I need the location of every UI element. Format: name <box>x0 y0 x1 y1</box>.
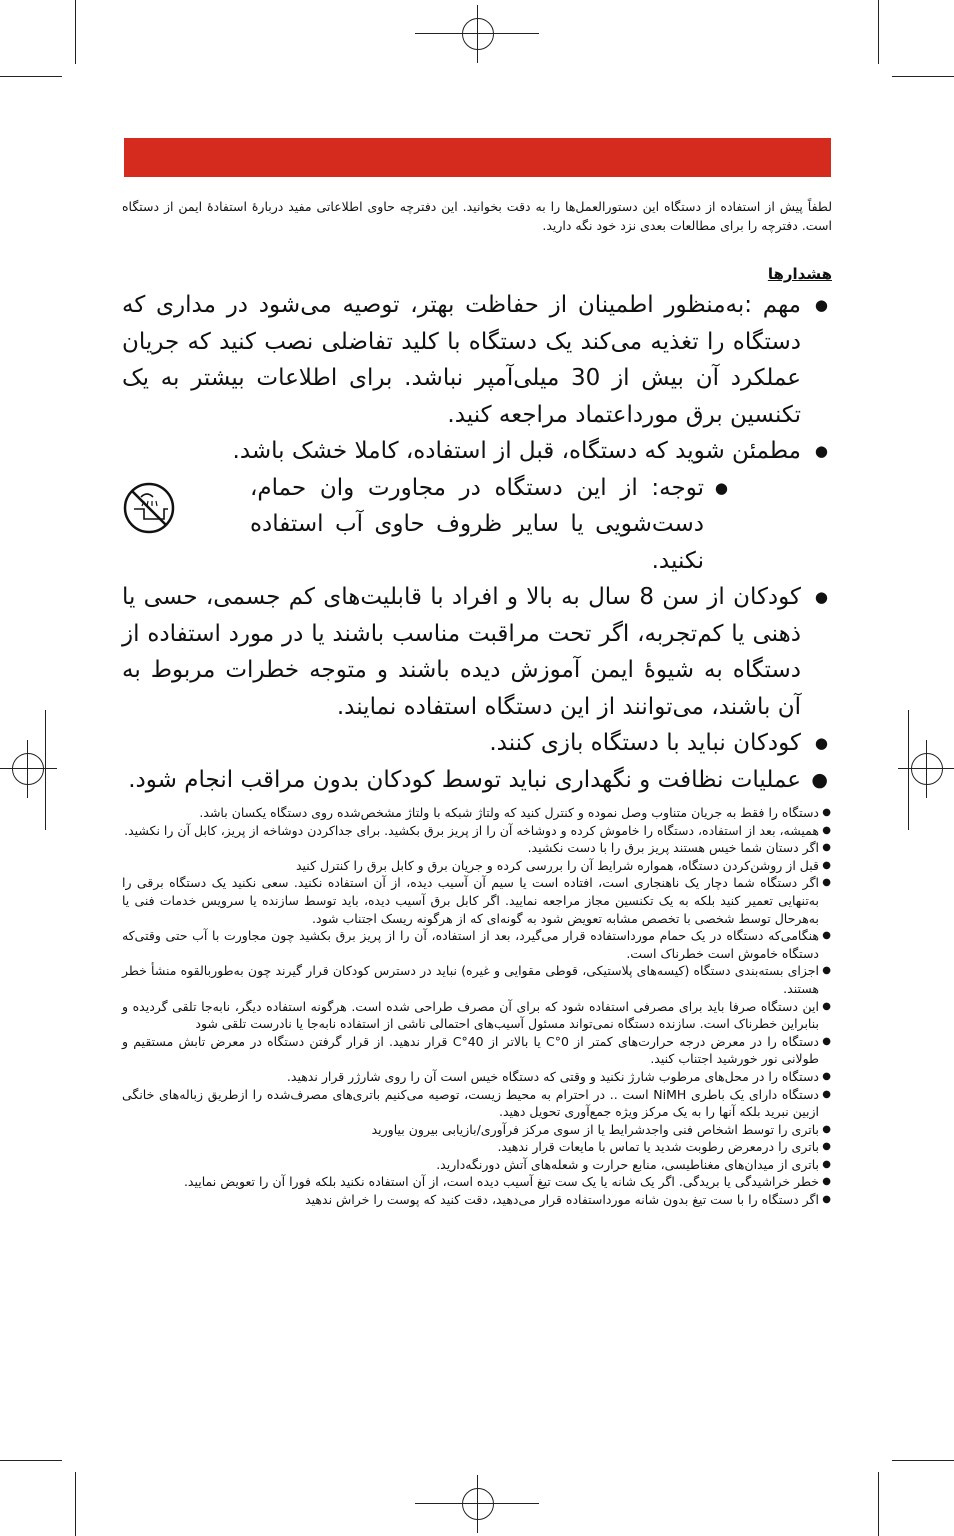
bullet-icon: ● <box>814 734 828 752</box>
bullet-icon: ● <box>822 1035 831 1047</box>
warning-item <box>122 874 832 927</box>
warning-item <box>122 579 832 725</box>
bullet-icon: ● <box>822 1194 831 1206</box>
bullet-icon: ● <box>822 930 831 942</box>
intro-paragraph: لطفاً پیش از استفاده از دستگاه این دستورالعمل‌ها را به دقت بخوانید. این دفترچه حاوی اطلاعاتی مفید دربارهٔ استفادهٔ ایمن از دستگاه است. دفترچه را برای مطالعات بعدی نزد خود نگه دارید. <box>122 199 832 233</box>
warning-item <box>122 433 832 470</box>
warning-text: توجه: از این دستگاه در مجاورت وان حمام، دست‌شویی یا سایر ظروف حاوی آب استفاده نکنید. <box>250 474 704 574</box>
header-color-bar <box>124 138 831 177</box>
registration-mark <box>462 1488 494 1520</box>
warning-item <box>122 725 832 762</box>
bullet-icon: ● <box>822 1158 831 1170</box>
bullet-icon: ● <box>822 965 831 977</box>
registration-mark <box>12 753 44 785</box>
warning-text: همیشه، بعد از استفاده، دستگاه را خاموش کرده و دوشاخه آن را از پریز برق بکشید. برای جداکردن دوشاخه از پریز، کابل آن را نکشید. <box>124 822 819 838</box>
warning-item <box>122 962 832 997</box>
crop-mark <box>75 0 76 64</box>
crop-mark <box>908 710 909 830</box>
warning-text: باتری از میدان‌های مغناطیسی، منابع حرارت و شعله‌های آتش دورنگه‌دارید. <box>436 1156 819 1172</box>
crop-mark <box>878 0 879 64</box>
warning-text: مهم :به‌منظور اطمینان از حفاظت بهتر، توصیه می‌شود در مداری که دستگاه را تغذیه می‌کند یک دستگاه با کلید تفاضلی نصب کنید که جریان عملکرد آن بیش از 30 میلی‌آمپر نباشد. برای اطلاعات بیشتر به یک تکنسین برق مورداعتماد مراجعه کنید. <box>122 292 801 428</box>
warning-text: قبل از روشن‌کردن دستگاه، همواره شرایط آن را بررسی کرده و جریان برق و کابل برق را کنترل کنید <box>295 857 819 873</box>
bullet-icon: ● <box>822 1000 831 1012</box>
warning-item <box>122 998 832 1033</box>
warning-text: باتری را درمعرض رطوبت شدید یا تماس با مایعات قرار ندهید. <box>497 1139 819 1155</box>
bullet-icon: ● <box>811 768 828 791</box>
bullet-icon: ● <box>822 1123 831 1135</box>
bullet-icon: ● <box>814 296 828 314</box>
warning-text: خطر خراشیدگی یا بریدگی. اگر یک شانه یا یک ست تیغ آسیب دیده است، از آن استفاده نکنید بلکه فورا آن را تعویض نمایید. <box>183 1174 819 1190</box>
warning-item <box>122 1086 832 1121</box>
bullet-icon: ● <box>822 877 831 889</box>
bullet-icon: ● <box>714 478 728 497</box>
warning-item <box>122 927 832 962</box>
secondary-warnings-list <box>122 804 832 1209</box>
warning-text: دستگاه دارای یک باطری NiMH است .. در احترام به محیط زیست، توصیه می‌کنیم باتری‌های مصرف‌شده را ازطریق زباله‌های خانگی ازبین نبرید بلکه آنها را به یک مرکز ویژه جمع‌آوری تحویل دهید. <box>122 1086 819 1120</box>
warnings-heading: هشدارها <box>767 265 832 283</box>
warning-item-water <box>122 470 832 580</box>
primary-warnings-list <box>122 287 832 798</box>
warning-text: اگر دستگاه شما دچار یک ناهنجاری است، افتاده است یا سیم آن آسیب دیده، از آن استفاده نکنید. سعی نکنید یک دستگاه برقی را به‌تنهایی تعمیر کنید بلکه به یک تکنسین مجاز مراجعه نمایید. اگر کابل برق آسیب دیده، باید توسط سازنده یا سرویس خدمات فنی یا به‌هرحال توسط شخصی با تخصص مشابه تعویض شود به گونه‌ای که از هرگونه ریسک اجتناب شود. <box>122 875 819 926</box>
registration-mark <box>911 753 943 785</box>
warning-item <box>122 1156 832 1174</box>
warning-item <box>122 804 832 822</box>
warning-text: دستگاه را در محل‌های مرطوب شارژ نکنید و وقتی که دستگاه خیس است آن را روی شارژر قرار ندهید. <box>286 1068 819 1084</box>
warning-item <box>122 1191 832 1209</box>
warning-text: باتری را توسط اشخاص فنی واجدشرایط یا از سوی مرکز فرآوری/بازیابی بیرون بیاورید <box>371 1121 819 1137</box>
warning-item <box>122 1173 832 1191</box>
warning-text: دستگاه را در معرض درجه حرارت‌های کمتر از 0°C یا بالاتر از 40°C قرار ندهید. از قرار گرفتن دستگاه در معرض تابش مستقیم و طولانی نور خورشید اجتناب کنید. <box>122 1033 820 1067</box>
bullet-icon: ● <box>822 1070 831 1082</box>
bullet-icon: ● <box>822 1088 831 1100</box>
warning-item <box>122 822 832 840</box>
warning-text: عملیات نظافت و نگهداری نباید توسط کودکان بدون مراقب انجام شود. <box>128 766 801 793</box>
warning-text: اگر دستان شما خیس هستند پریز برق را با دست نکشید. <box>527 840 819 856</box>
bullet-icon: ● <box>822 807 831 818</box>
warning-item <box>122 1138 832 1156</box>
warning-item <box>122 1068 832 1086</box>
bullet-icon: ● <box>822 842 831 854</box>
warning-item <box>122 762 832 799</box>
warning-item <box>122 1121 832 1139</box>
warning-item <box>122 839 832 857</box>
warning-text: دستگاه را فقط به جریان متناوب وصل نموده و کنترل کنید که ولتاژ شبکه با ولتاژ مشخص‌شده روی دستگاه یکسان باشد. <box>199 805 819 820</box>
crop-mark <box>45 710 46 830</box>
bullet-icon: ● <box>822 1141 831 1153</box>
crop-mark <box>0 76 62 77</box>
crop-mark <box>878 1472 879 1536</box>
bullet-icon: ● <box>822 1176 831 1188</box>
warning-text: مطمئن شوید که دستگاه، قبل از استفاده، کاملا خشک باشد. <box>232 438 801 464</box>
warning-text: کودکان نباید با دستگاه بازی کنند. <box>489 730 801 756</box>
warning-text: هنگامی‌که دستگاه در یک حمام مورداستفاده قرار می‌گیرد، بعد از استفاده، آن را از پریز برق بکشید چون مجاورت با آب حتی وقتی‌که دستگاه خاموش است خطرناک است. <box>122 928 819 961</box>
warning-item <box>122 1033 832 1068</box>
crop-mark <box>75 1472 76 1536</box>
document-body <box>122 197 832 1209</box>
registration-mark <box>462 18 494 50</box>
warning-text: این دستگاه صرفا باید برای مصرفی استفاده شود که برای آن مصرف طراحی شده است. هرگونه استفاده دیگر، نابه‌جا تلقی گردیده و بنابراین خطرناک است. سازنده دستگاه نمی‌تواند مسئول آسیب‌های احتمالی ناشی از استفاده نابه‌جا یا نادرست تلقی شود <box>122 998 819 1032</box>
bullet-icon: ● <box>822 859 831 871</box>
bullet-icon: ● <box>822 824 831 836</box>
bullet-icon: ● <box>814 442 828 460</box>
warning-text: کودکان از سن 8 سال به بالا و افراد با قابلیت‌های کم جسمی، حسی یا ذهنی یا کم‌تجربه، اگر تحت مراقبت مناسب باشند یا در مورد استفاده از دستگاه به شیوهٔ ایمن آموزش دیده باشند و متوجه خطرات مربوط به آن باشند، می‌توانند از این دستگاه استفاده نمایند. <box>122 584 801 720</box>
bullet-icon: ● <box>814 588 828 606</box>
crop-mark <box>0 1460 62 1461</box>
crop-mark <box>892 76 954 77</box>
warning-text: اجزای بسته‌بندی دستگاه (کیسه‌های پلاستیکی، قوطی مقوایی و غیره) نباید در دسترس کودکان قرار گیرند چون به‌طوربالقوه منشأ خطر هستند. <box>122 963 819 996</box>
warning-text: اگر دستگاه را با ست تیغ بدون شانه مورداستفاده قرار می‌دهید، دقت کنید که پوست را خراش ندهید <box>305 1192 819 1208</box>
warning-item <box>122 857 832 875</box>
warning-item <box>122 287 832 433</box>
no-shower-icon <box>122 481 176 535</box>
crop-mark <box>892 1460 954 1461</box>
